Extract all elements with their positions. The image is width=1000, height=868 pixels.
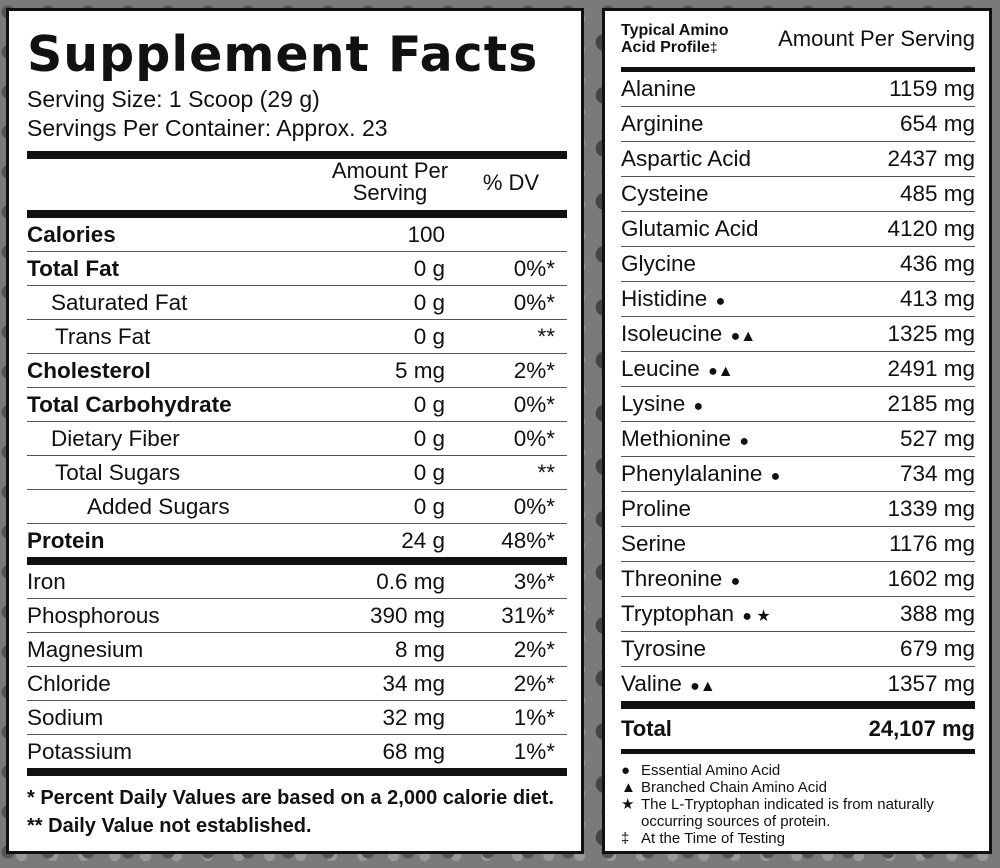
amino-acid-row xyxy=(621,212,975,247)
footnote-not-established: ** Daily Value not established. xyxy=(27,815,312,837)
amino-acid-row xyxy=(621,387,975,422)
amino-acid-cell xyxy=(621,321,887,347)
legend-item xyxy=(621,779,975,796)
legend-text-line: The L-Tryptophan indicated is from naturally xyxy=(641,796,934,813)
nutrient-name: Saturated Fat xyxy=(51,289,188,315)
legend-text xyxy=(641,830,785,847)
nutrient-dv: 2%* xyxy=(513,357,555,383)
nutrient-name: Total Fat xyxy=(27,255,120,281)
amino-acid-name: Histidine xyxy=(621,286,708,311)
divider-thick xyxy=(621,701,975,709)
amino-acid-row xyxy=(621,667,975,701)
footnotes xyxy=(27,776,567,840)
amino-acid-cell xyxy=(621,461,900,487)
amino-acid-amount: 734 mg xyxy=(899,461,975,486)
nutrient-amount: 0 g xyxy=(413,459,445,485)
amino-acid-row xyxy=(621,527,975,562)
legend-item xyxy=(621,830,975,847)
legend-text xyxy=(641,779,827,796)
mineral-row xyxy=(27,701,567,735)
total-row xyxy=(621,709,975,749)
nutrient-amount: 0 g xyxy=(413,323,445,349)
amino-acid-panel xyxy=(602,8,992,854)
amino-acid-name: Isoleucine xyxy=(621,321,723,346)
amino-acid-name: Serine xyxy=(621,531,687,556)
amino-acid-name: Alanine xyxy=(621,76,697,101)
mineral-name: Chloride xyxy=(27,670,111,696)
nutrient-amount: 0 g xyxy=(413,425,445,451)
panel-title: Supplement Facts xyxy=(27,26,539,83)
mineral-amount: 8 mg xyxy=(394,636,445,662)
amino-acid-amount: 388 mg xyxy=(899,601,975,626)
amino-acid-name: Glutamic Acid xyxy=(621,216,759,241)
amino-header-title xyxy=(621,22,777,56)
mineral-dv: 2%* xyxy=(513,636,555,662)
amino-acid-amount: 2185 mg xyxy=(887,391,975,416)
nutrient-row xyxy=(27,286,567,320)
nutrient-dv: 48%* xyxy=(501,527,555,553)
legend-text xyxy=(641,762,780,779)
amino-acid-list xyxy=(621,72,975,701)
amino-acid-cell xyxy=(621,566,887,592)
amount-header-line1: Amount Per xyxy=(331,158,449,183)
legend-symbol-icon: ● xyxy=(621,762,631,779)
amino-acid-name: Tryptophan xyxy=(621,601,734,626)
amino-acid-name: Tyrosine xyxy=(621,636,707,661)
mineral-amount: 32 mg xyxy=(382,704,445,730)
amino-acid-name: Methionine xyxy=(621,426,732,451)
amino-acid-row xyxy=(621,597,975,632)
nutrient-row xyxy=(27,320,567,354)
amino-acid-name: Phenylalanine xyxy=(621,461,763,486)
nutrient-name: Protein xyxy=(27,527,105,553)
mineral-row xyxy=(27,667,567,701)
divider-thick xyxy=(27,557,567,565)
divider-thick xyxy=(27,151,567,159)
nutrient-row xyxy=(27,388,567,422)
amino-acid-cell xyxy=(621,531,889,557)
amino-acid-row xyxy=(621,107,975,142)
nutrient-amount: 0 g xyxy=(413,255,445,281)
nutrient-row xyxy=(27,456,567,490)
mineral-dv: 2%* xyxy=(513,670,555,696)
macro-nutrient-list xyxy=(27,218,567,557)
nutrient-dv: ** xyxy=(537,323,555,349)
legend-symbol-icon: ★ xyxy=(621,796,635,813)
amino-acid-name: Leucine xyxy=(621,356,700,381)
amino-header xyxy=(621,11,975,67)
amino-acid-cell xyxy=(621,601,900,627)
amino-marker-icons: ●▲ xyxy=(690,678,716,695)
amino-acid-name: Threonine xyxy=(621,566,723,591)
mineral-amount: 0.6 mg xyxy=(376,568,445,594)
nutrient-amount: 100 xyxy=(407,221,445,247)
nutrient-dv: 0%* xyxy=(513,391,555,417)
amino-acid-row xyxy=(621,422,975,457)
legend-item xyxy=(621,796,975,830)
mineral-name: Phosphorous xyxy=(27,602,160,628)
nutrient-row xyxy=(27,252,567,286)
amino-acid-cell xyxy=(621,426,900,452)
mineral-dv: 3%* xyxy=(513,568,555,594)
amino-acid-amount: 1159 mg xyxy=(889,76,975,101)
nutrient-row xyxy=(27,354,567,388)
mineral-amount: 68 mg xyxy=(382,738,445,764)
nutrient-dv: 0%* xyxy=(513,255,555,281)
nutrient-row xyxy=(27,422,567,456)
total-label: Total xyxy=(621,716,672,741)
amino-header-line2-text: Acid Profile xyxy=(621,39,710,56)
amino-acid-row xyxy=(621,177,975,212)
amino-acid-row xyxy=(621,352,975,387)
amino-acid-cell xyxy=(621,286,900,312)
amino-acid-cell xyxy=(621,216,887,242)
nutrient-amount: 0 g xyxy=(413,289,445,315)
amino-acid-row xyxy=(621,142,975,177)
amino-acid-cell xyxy=(621,181,900,207)
amino-acid-row xyxy=(621,457,975,492)
mineral-name: Iron xyxy=(27,568,66,594)
amino-acid-row xyxy=(621,317,975,352)
legend-symbol-icon: ‡ xyxy=(621,830,630,847)
amino-acid-cell xyxy=(621,356,887,382)
amino-acid-amount: 413 mg xyxy=(899,286,975,311)
amino-acid-amount: 2491 mg xyxy=(887,356,975,381)
mineral-row xyxy=(27,565,567,599)
amino-acid-amount: 1325 mg xyxy=(887,321,975,346)
mineral-row xyxy=(27,735,567,768)
legend-item xyxy=(621,762,975,779)
double-dagger-icon: ‡ xyxy=(709,39,718,55)
amino-marker-icons: ● xyxy=(715,293,726,310)
legend-text-line: occurring sources of protein. xyxy=(641,813,831,830)
amount-header-line2: Serving xyxy=(352,180,428,205)
nutrient-dv: 0%* xyxy=(513,493,555,519)
mineral-row xyxy=(27,599,567,633)
amino-acid-cell xyxy=(621,496,887,522)
amino-acid-amount: 527 mg xyxy=(899,426,975,451)
amino-acid-row xyxy=(621,632,975,667)
amino-acid-amount: 436 mg xyxy=(899,251,975,276)
amino-marker-icons: ●▲ xyxy=(708,363,734,380)
amino-acid-name: Valine xyxy=(621,671,682,696)
total-amount: 24,107 mg xyxy=(868,716,975,741)
nutrient-amount: 5 mg xyxy=(394,357,445,383)
amino-acid-amount: 1602 mg xyxy=(887,566,975,591)
legend-text-line: Essential Amino Acid xyxy=(641,762,781,779)
amino-marker-icons: ● xyxy=(730,573,741,590)
legend-symbol-icon: ▲ xyxy=(621,779,636,796)
amino-acid-amount: 1357 mg xyxy=(887,671,975,696)
nutrient-amount: 0 g xyxy=(413,493,445,519)
amino-amount-header: Amount Per Serving xyxy=(778,26,975,51)
amino-acid-name: Cysteine xyxy=(621,181,709,206)
amino-marker-icons: ● xyxy=(770,468,781,485)
nutrient-name: Added Sugars xyxy=(87,493,230,519)
nutrient-amount: 0 g xyxy=(413,391,445,417)
legend-text-line: Branched Chain Amino Acid xyxy=(641,779,827,796)
amino-acid-cell xyxy=(621,671,887,697)
amino-acid-cell xyxy=(621,146,887,172)
amino-acid-cell xyxy=(621,251,900,277)
nutrient-dv: 0%* xyxy=(513,425,555,451)
nutrient-name: Total Carbohydrate xyxy=(27,391,232,417)
nutrient-dv: ** xyxy=(537,459,555,485)
amino-acid-name: Proline xyxy=(621,496,692,521)
amino-acid-cell xyxy=(621,636,900,662)
amino-marker-icons: ● xyxy=(693,398,704,415)
column-header xyxy=(27,159,567,210)
mineral-row xyxy=(27,633,567,667)
amino-acid-amount: 485 mg xyxy=(899,181,975,206)
divider-thick xyxy=(27,768,567,776)
nutrient-name: Cholesterol xyxy=(27,357,151,383)
amino-acid-row xyxy=(621,562,975,597)
amino-marker-icons: ●▲ xyxy=(730,328,757,345)
amino-acid-name: Glycine xyxy=(621,251,697,276)
amino-acid-amount: 2437 mg xyxy=(887,146,975,171)
mineral-amount: 34 mg xyxy=(382,670,445,696)
amino-acid-row xyxy=(621,282,975,317)
amino-header-line1: Typical Amino xyxy=(621,22,729,39)
amino-acid-cell xyxy=(621,76,889,102)
mineral-name: Magnesium xyxy=(27,636,144,662)
nutrient-name: Trans Fat xyxy=(55,323,151,349)
serving-size: Serving Size: 1 Scoop (29 g) xyxy=(27,86,320,112)
nutrient-name: Total Sugars xyxy=(55,459,181,485)
amino-acid-amount: 654 mg xyxy=(899,111,975,136)
dv-header: % DV xyxy=(482,170,540,195)
nutrient-name: Calories xyxy=(27,221,116,247)
nutrient-row xyxy=(27,490,567,524)
nutrient-row xyxy=(27,524,567,557)
nutrient-row xyxy=(27,218,567,252)
amino-acid-name: Aspartic Acid xyxy=(621,146,752,171)
mineral-dv: 31%* xyxy=(501,602,555,628)
mineral-name: Potassium xyxy=(27,738,133,764)
mineral-dv: 1%* xyxy=(513,704,555,730)
nutrient-amount: 24 g xyxy=(401,527,445,553)
amino-acid-amount: 679 mg xyxy=(899,636,975,661)
amino-acid-cell xyxy=(621,391,887,417)
divider-thick xyxy=(27,210,567,218)
legend-text xyxy=(641,796,934,830)
amino-marker-icons: ● xyxy=(739,433,750,450)
nutrient-name: Dietary Fiber xyxy=(51,425,180,451)
amino-acid-name: Arginine xyxy=(621,111,704,136)
legend-text-line: At the Time of Testing xyxy=(641,830,785,847)
mineral-amount: 390 mg xyxy=(369,602,445,628)
amino-acid-amount: 4120 mg xyxy=(887,216,975,241)
amino-marker-icons: ● ★ xyxy=(742,608,771,625)
amino-header-line2 xyxy=(621,39,777,56)
amino-acid-row xyxy=(621,247,975,282)
servings-per-container: Servings Per Container: Approx. 23 xyxy=(27,115,388,141)
nutrient-dv: 0%* xyxy=(513,289,555,315)
mineral-name: Sodium xyxy=(27,704,104,730)
mineral-list xyxy=(27,565,567,768)
amino-acid-name: Lysine xyxy=(621,391,686,416)
symbol-legend xyxy=(621,754,975,847)
amino-acid-row xyxy=(621,72,975,107)
supplement-facts-panel xyxy=(6,8,584,854)
footnote-daily-values: * Percent Daily Values are based on a 2,000 calorie diet. xyxy=(27,787,554,809)
amino-acid-amount: 1176 mg xyxy=(889,531,975,556)
mineral-dv: 1%* xyxy=(513,738,555,764)
amino-acid-amount: 1339 mg xyxy=(887,496,975,521)
amino-acid-row xyxy=(621,492,975,527)
amount-header xyxy=(325,160,455,210)
amino-acid-cell xyxy=(621,111,900,137)
